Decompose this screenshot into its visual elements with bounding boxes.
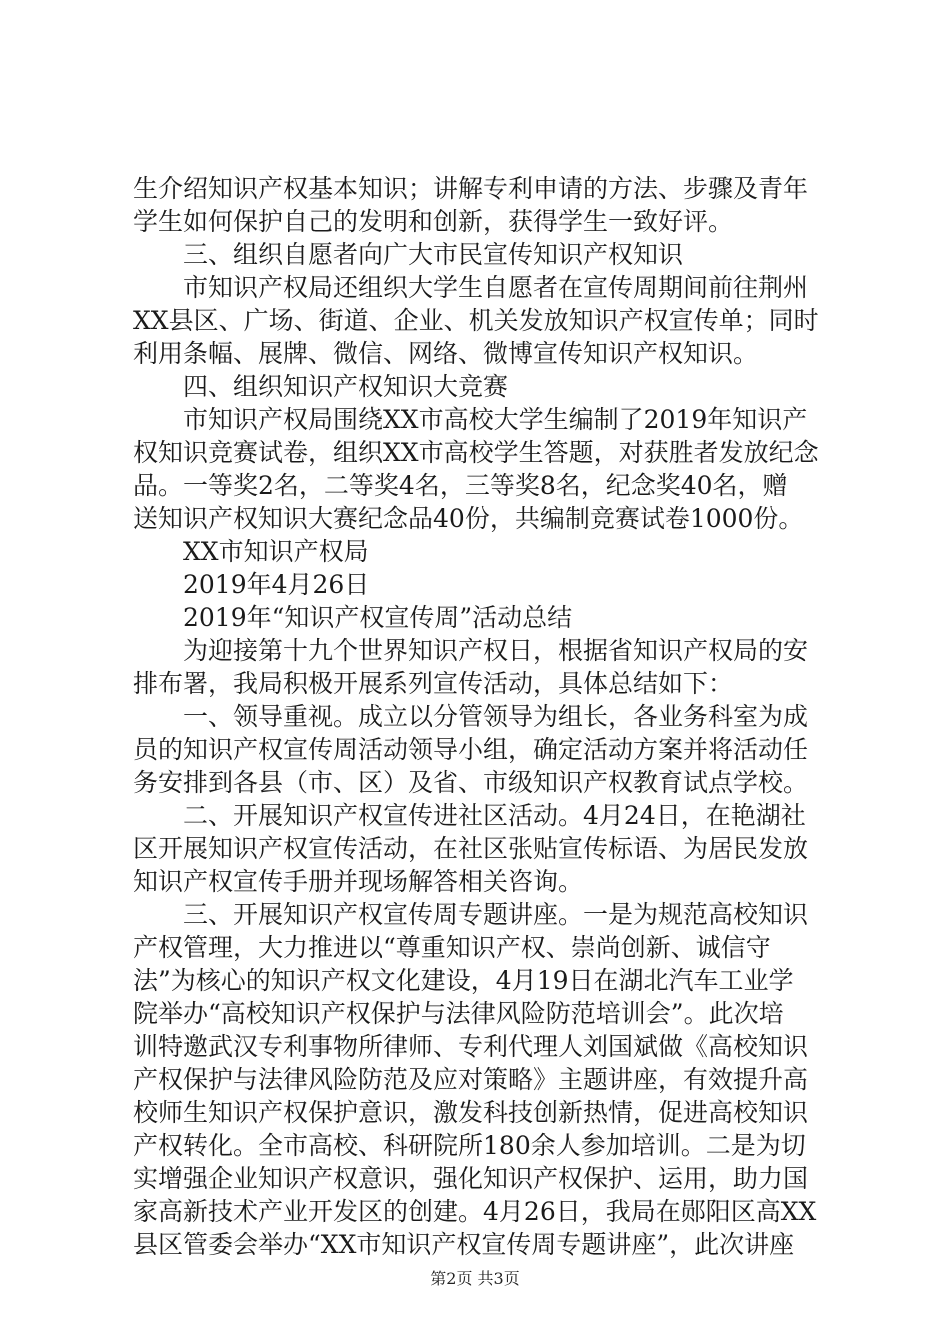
text-line: 产权转化。全市高校、科研院所180余人参加培训。二是为切 <box>133 1131 806 1160</box>
text-line: 产权保护与法律风险防范及应对策略》主题讲座，有效提升高 <box>133 1065 809 1094</box>
document-title: 2019年“知识产权宣传周”活动总结 <box>183 603 573 632</box>
section-heading: 三、组织自愿者向广大市民宣传知识产权知识 <box>183 240 684 269</box>
text-line: 一、领导重视。成立以分管领导为组长，各业务科室为成 <box>183 702 809 731</box>
text-line: 实增强企业知识产权意识，强化知识产权保护、运用，助力国 <box>133 1164 809 1193</box>
text-line: 知识产权宣传手册并现场解答相关咨询。 <box>133 867 584 896</box>
text-line: 生介绍知识产权基本知识；讲解专利申请的方法、步骤及青年 <box>133 174 809 203</box>
text-line: 二、开展知识产权宣传进社区活动。4月24日，在艳湖社 <box>183 801 806 830</box>
text-line: 为迎接第十九个世界知识产权日，根据省知识产权局的安 <box>183 636 809 665</box>
signature-org: XX市知识产权局 <box>183 537 369 566</box>
section-heading: 四、组织知识产权知识大竞赛 <box>183 372 509 401</box>
text-line: 品。一等奖2名，二等奖4名，三等奖8名，纪念奖40名，赠 <box>133 471 788 500</box>
text-line: 员的知识产权宣传周活动领导小组，确定活动方案并将活动任 <box>133 735 809 764</box>
text-line: 训特邀武汉专利事物所律师、专利代理人刘国斌做《高校知识 <box>133 1032 809 1061</box>
text-line: 法”为核心的知识产权文化建设，4月19日在湖北汽车工业学 <box>133 966 794 995</box>
text-line: XX县区、广场、街道、企业、机关发放知识产权宣传单；同时 <box>133 306 819 335</box>
text-line: 排布署，我局积极开展系列宣传活动，具体总结如下： <box>133 669 734 698</box>
text-line: 区开展知识产权宣传活动，在社区张贴宣传标语、为居民发放 <box>133 834 809 863</box>
text-line: 利用条幅、展牌、微信、网络、微博宣传知识产权知识。 <box>133 339 759 368</box>
text-line: 县区管委会举办“XX市知识产权宣传周专题讲座”，此次讲座 <box>133 1230 795 1259</box>
text-line: 送知识产权知识大赛纪念品40份，共编制竞赛试卷1000份。 <box>133 504 804 533</box>
text-line: 务安排到各县（市、区）及省、市级知识产权教育试点学校。 <box>133 768 809 797</box>
text-line: 校师生知识产权保护意识，激发科技创新热情，促进高校知识 <box>133 1098 809 1127</box>
text-line: 市知识产权局还组织大学生自愿者在宣传周期间前往荆州 <box>183 273 809 302</box>
page-number-footer: 第2页 共3页 <box>430 1269 520 1288</box>
text-line: 学生如何保护自己的发明和创新，获得学生一致好评。 <box>133 207 734 236</box>
text-line: 产权管理，大力推进以“尊重知识产权、崇尚创新、诚信守 <box>133 933 771 962</box>
text-line: 家高新技术产业开发区的创建。4月26日，我局在郧阳区高XX <box>133 1197 817 1226</box>
text-line: 院举办“高校知识产权保护与法律风险防范培训会”。此次培 <box>133 999 784 1028</box>
text-line: 市知识产权局围绕XX市高校大学生编制了2019年知识产 <box>183 405 808 434</box>
text-line: 三、开展知识产权宣传周专题讲座。一是为规范高校知识 <box>183 900 809 929</box>
signature-date: 2019年4月26日 <box>183 570 370 599</box>
text-line: 权知识竞赛试卷，组织XX市高校学生答题，对获胜者发放纪念 <box>133 438 819 467</box>
